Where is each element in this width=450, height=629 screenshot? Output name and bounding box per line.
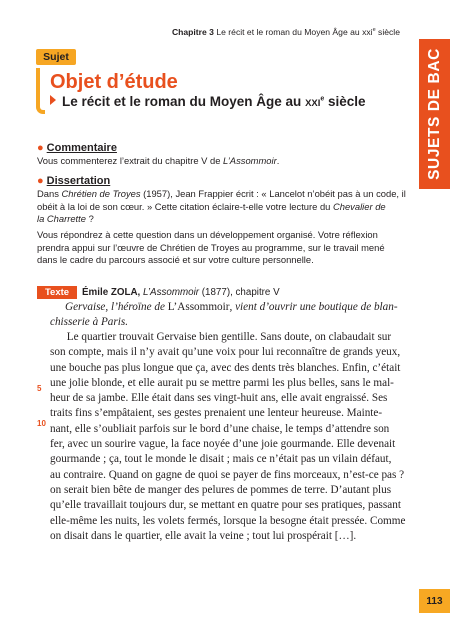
line-number: 5 xyxy=(37,384,42,393)
page-number: 113 xyxy=(419,589,450,613)
dissertation-instructions: Vous répondrez à cette question dans un développement organisé. Votre réflexion prendra appui sur l’œuvre de Chrétien de Troyes au programme, sur le travail mené dans le cadre du parcours associé et sur votre culture personnelle. xyxy=(37,229,385,265)
commentaire-heading: ● Commentaire xyxy=(37,142,117,154)
bullet-dot-icon: ● xyxy=(37,175,44,187)
texte-reference: Émile ZOLA, L’Assommoir (1877), chapitre V xyxy=(82,287,280,298)
page-subtitle: Le récit et le roman du Moyen Âge au XXIe siècle xyxy=(50,94,366,109)
header-chapter: Chapitre 3 xyxy=(171,27,214,37)
excerpt-intro: Gervaise, l’héroïne de L’Assommoir, vient d’ouvrir une boutique de blan- chisserie à Paris. xyxy=(50,301,398,328)
commentaire-text: Vous commenterez l’extrait du chapitre V de L’Assommoir. xyxy=(37,155,280,166)
dissertation-heading: ● Dissertation xyxy=(37,175,111,187)
line-number: 10 xyxy=(37,419,46,428)
side-tab xyxy=(419,39,450,189)
dissertation-quote: Dans Chrétien de Troyes (1957), Jean Frappier écrit : « Lancelot n’obéit pas à un code, il obéit à la loi de son cœur. » Cette citation éclaire-t-elle votre lecture du Chevalier de la Charrette ? xyxy=(37,188,406,224)
bullet-dot-icon: ● xyxy=(37,142,44,154)
running-header xyxy=(172,27,400,37)
side-tab-label: SUJETS DE BAC xyxy=(425,48,443,180)
sujet-badge: Sujet xyxy=(36,49,76,65)
title-bracket xyxy=(36,68,45,114)
texte-tag: Texte xyxy=(37,286,77,299)
page-title: Objet d’étude xyxy=(50,71,178,93)
header-title: Le récit et le roman du Moyen Âge au xxi$^e$ siècle xyxy=(216,27,400,37)
excerpt-passage: Le quartier trouvait Gervaise bien gentille. Sans doute, on clabaudait sur son compte, mais il n’y avait qu’une voix pour lui reconnaître de grands yeux, une bouche pas plus longue que ça, avec des dents très blanches. Enfin, c’était une jolie blonde, et elle aurait pu se mettre parmi les plus belles, sans le mal- heur de sa jambe. Elle était dans ses vingt-huit ans, elle avait engraissé. Ses traits fins s’empâtaient, ses gestes prenaient une lenteur heureuse. Mainte- nant, elle s’oubliait parfois sur le bord d’une chaise, le temps d’attendre son fer, avec un sourire vague, la face noyée d’une joie gourmande. Elle devenait gourmande ; ça, tout le monde le disait ; mais ce n’était pas un vilain défaut, au contraire. Quand on gagne de quoi se payer de fins morceaux, n’est-ce pas ? on serait bien bête de manger des pelures de pommes de terre. D’autant plus qu’elle travaillait toujours dur, se mettant en quatre pour ses pratiques, passant elle-même les nuits, les volets fermés, lorsque la besogne était pressée. Comme on disait dans le quartier, elle avait la veine ; tout lui prospérait […]. xyxy=(50,331,406,542)
triangle-bullet-icon xyxy=(50,95,56,105)
